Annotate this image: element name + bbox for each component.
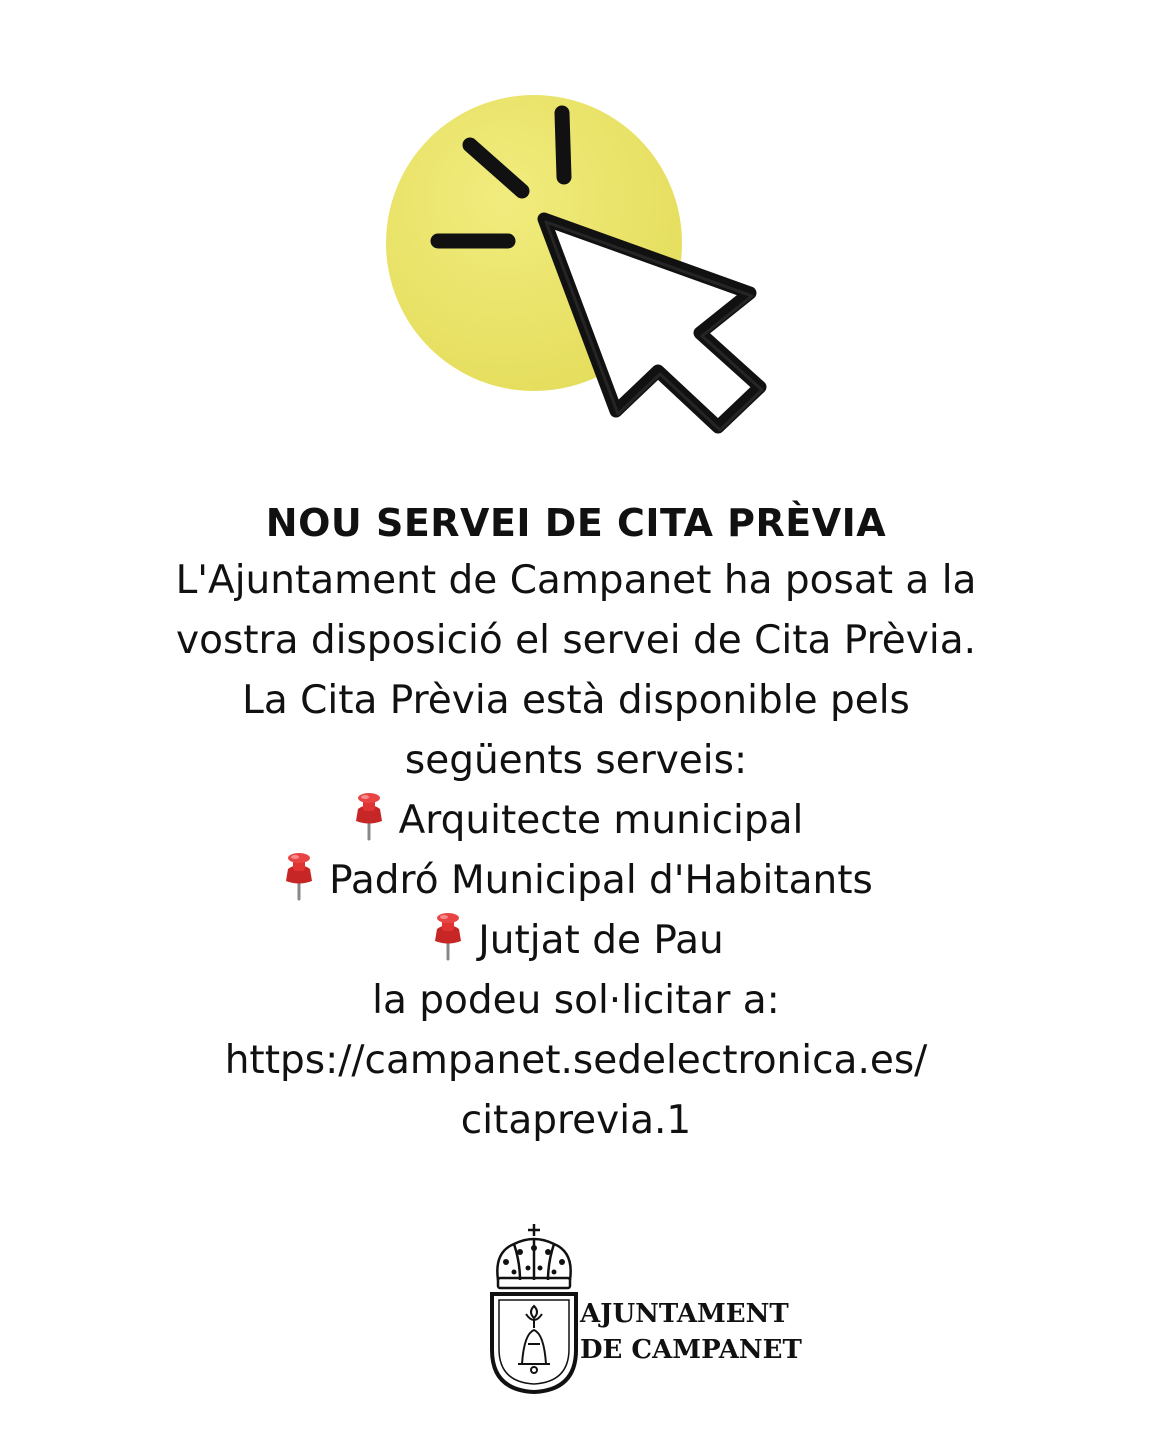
service-label: Padró Municipal d'Habitants [329,858,873,903]
url-line: citaprevia.1 [460,1098,692,1143]
pushpin-icon [349,791,393,841]
service-item [0,791,1152,851]
service-item [0,911,1152,971]
logo-text [580,1296,802,1368]
announcement-text [0,495,1152,1151]
intro-line: següents serveis: [404,738,748,783]
pushpin-icon [428,911,472,961]
service-label: Arquitecte municipal [398,798,804,843]
service-label: Jutjat de Pau [478,918,724,963]
intro-line: L'Ajuntament de Campanet ha posat a la [175,558,977,603]
intro-line: vostra disposició el servei de Cita Prèvia. [176,618,976,663]
service-item [0,851,1152,911]
logo-line-2: DE CAMPANET [580,1335,802,1365]
pushpin-icon [279,851,323,901]
page-title: NOU SERVEI DE CITA PRÈVIA [265,501,887,545]
intro-line: La Cita Prèvia està disponible pels [242,678,910,723]
request-text: la podeu sol·licitar a: [372,978,780,1023]
click-cursor-icon [380,95,780,445]
logo [484,1222,804,1397]
logo-line-1: AJUNTAMENT [580,1299,789,1329]
coat-of-arms-icon [484,1222,584,1397]
url-line: https://campanet.sedelectronica.es/ [224,1038,928,1083]
